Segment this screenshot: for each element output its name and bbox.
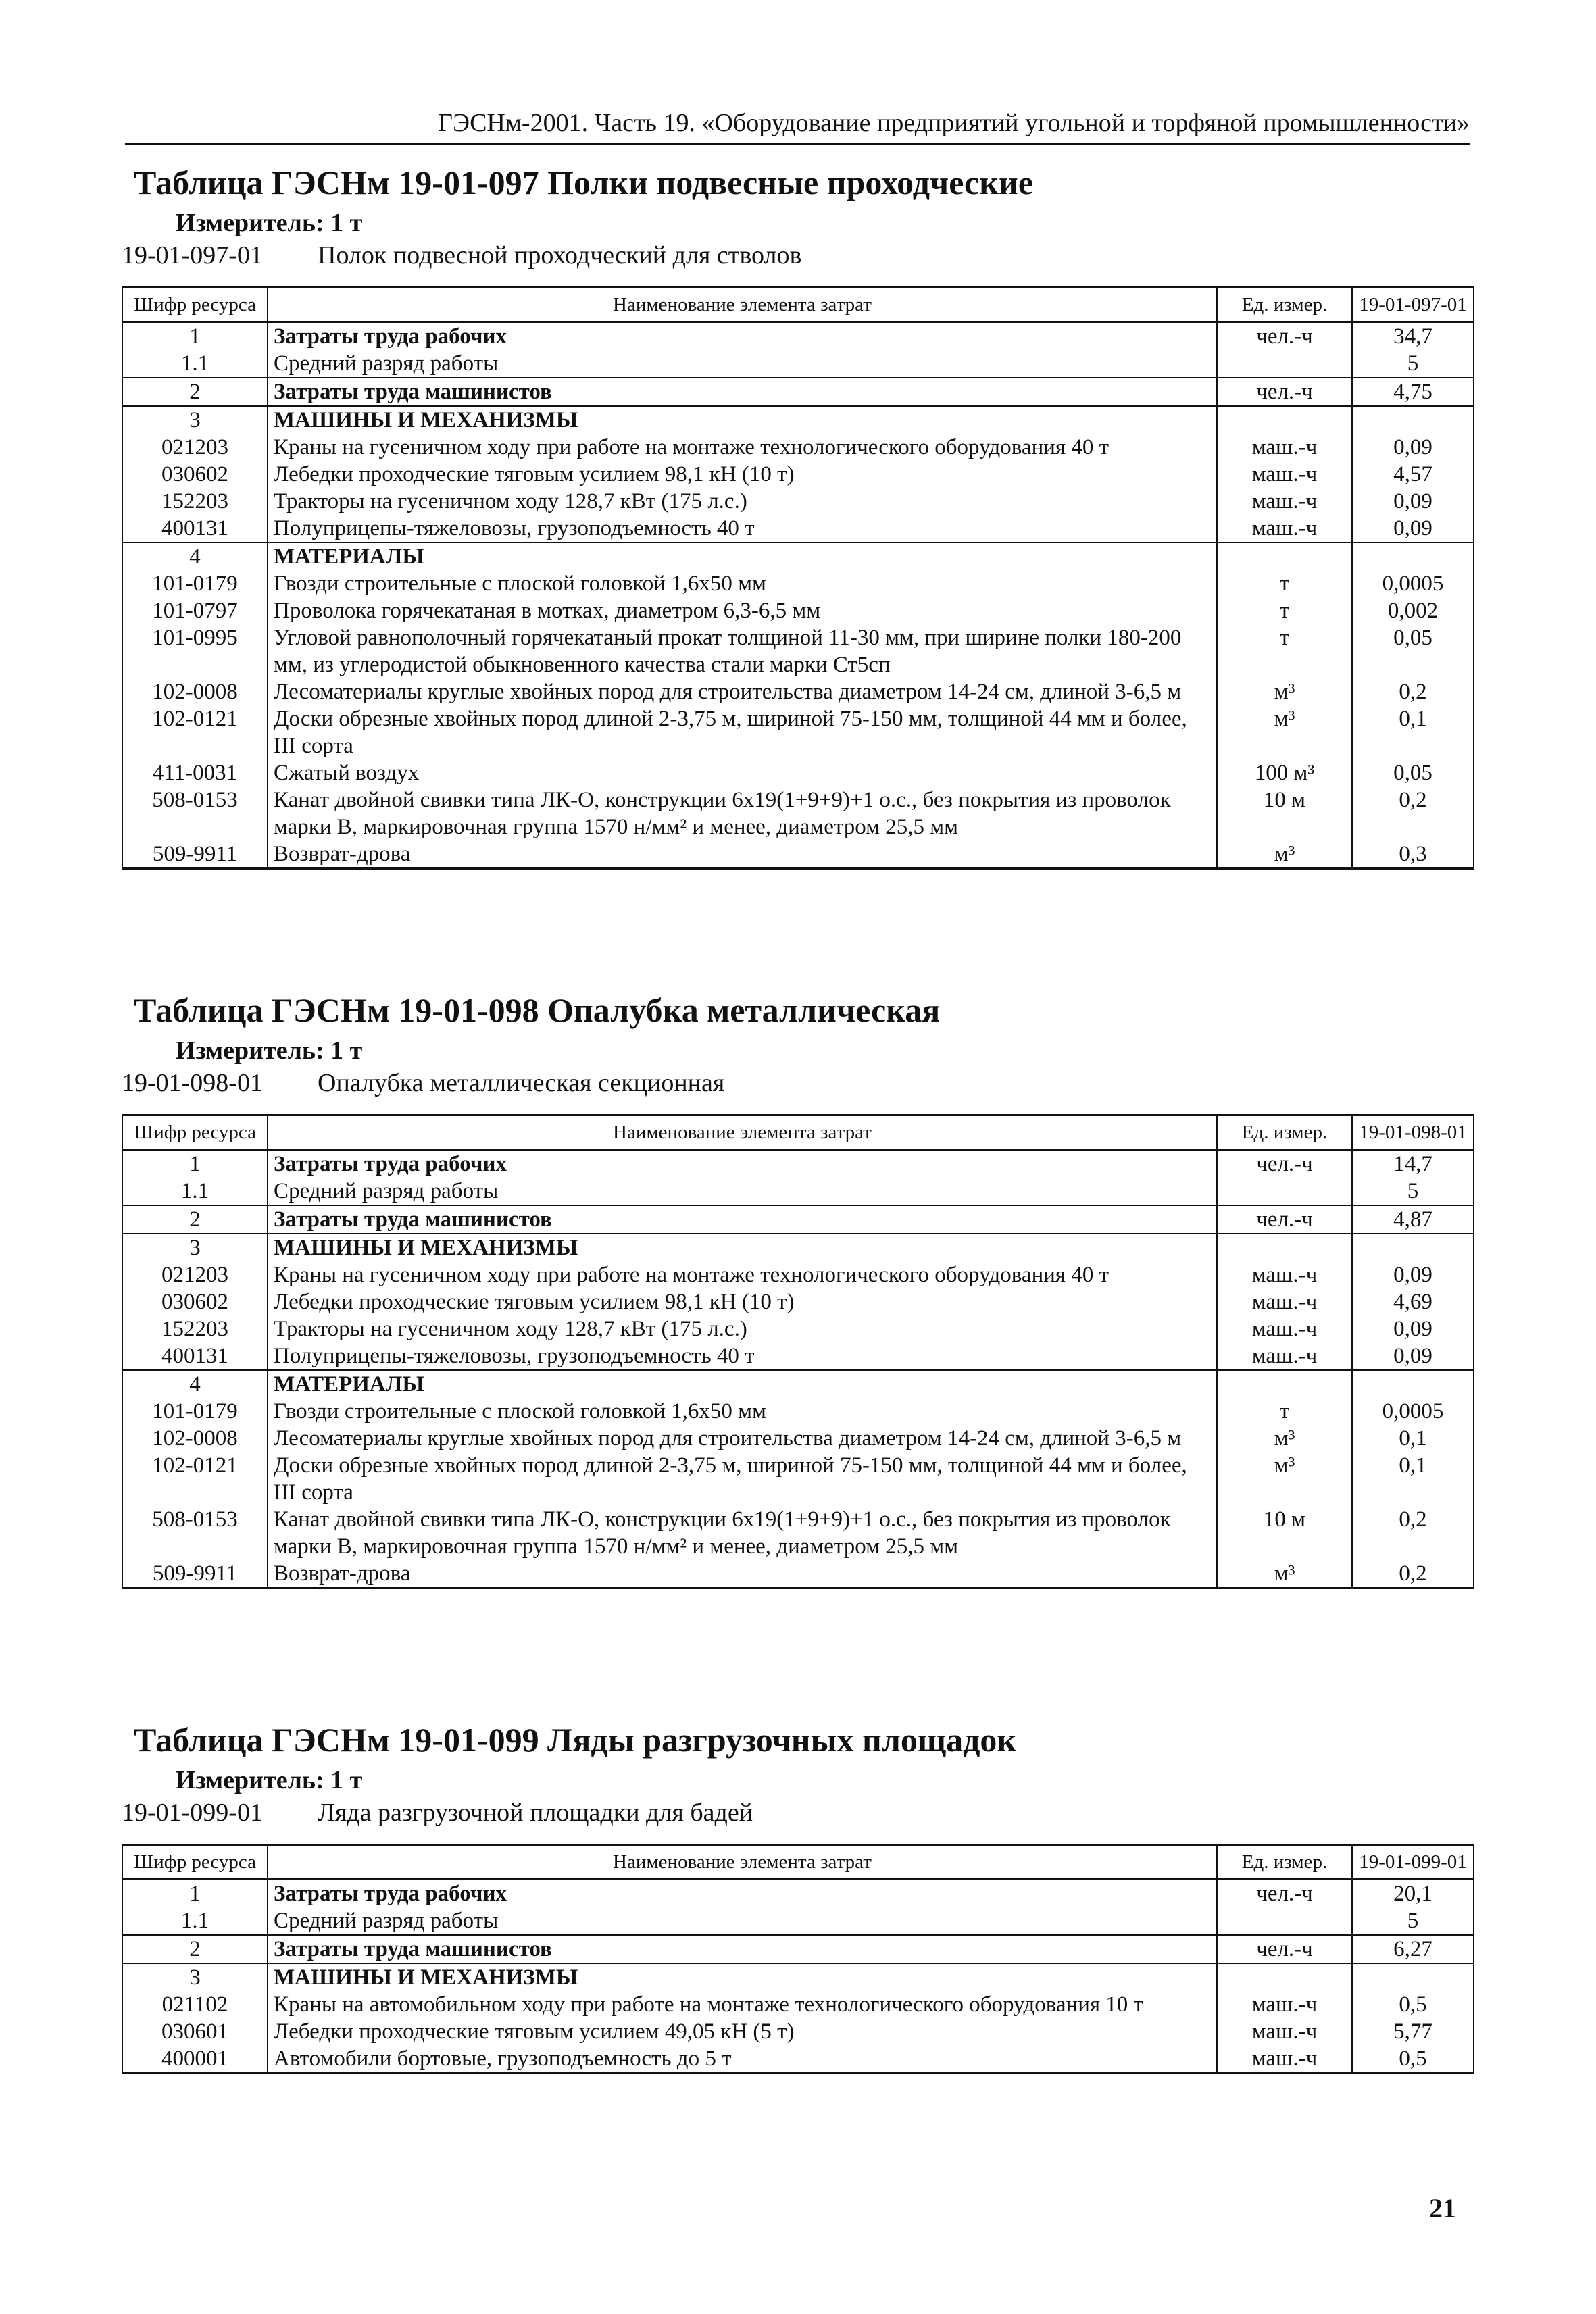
col-header-unit: Ед. измер. [1217, 1115, 1352, 1150]
unit-cell: т [1217, 570, 1352, 597]
resource-name-cell: Лебедки проходческие тяговым усилием 98,1 кН (10 т) [268, 1288, 1217, 1315]
norm-value-cell: 0,2 [1352, 1560, 1474, 1588]
unit-cell: т [1217, 624, 1352, 678]
resource-code-cell: 101-0995 [122, 624, 268, 678]
norm-value-cell: 0,002 [1352, 597, 1474, 624]
resource-name-cell: Средний разряд работы [268, 1907, 1217, 1935]
unit-cell: м³ [1217, 840, 1352, 869]
table-row [122, 570, 1474, 597]
col-header-code: Шифр ресурса [122, 1115, 268, 1150]
resource-code-cell: 021102 [122, 1991, 268, 2018]
table-row [122, 1506, 1474, 1560]
unit-cell [1217, 1234, 1352, 1261]
resource-name-cell: Полуприцепы-тяжеловозы, грузоподъемность 40 т [268, 1342, 1217, 1370]
unit-cell [1217, 1963, 1352, 1991]
unit-cell: маш.-ч [1217, 434, 1352, 461]
resource-code-cell: 4 [122, 1370, 268, 1398]
table-row [122, 1880, 1474, 1908]
table-row [122, 1178, 1474, 1205]
norm-value-cell: 0,09 [1352, 1315, 1474, 1342]
resource-code-cell: 2 [122, 1205, 268, 1234]
norm-value-cell: 0,09 [1352, 1342, 1474, 1370]
unit-cell [1217, 1178, 1352, 1205]
unit-cell: м³ [1217, 678, 1352, 705]
resource-code-cell: 1 [122, 322, 268, 351]
table-row [122, 1261, 1474, 1288]
norm-value-cell: 6,27 [1352, 1935, 1474, 1963]
unit-cell: маш.-ч [1217, 461, 1352, 488]
norm-value-cell: 0,05 [1352, 759, 1474, 786]
unit-cell: чел.-ч [1217, 1150, 1352, 1178]
norm-value-cell [1352, 543, 1474, 570]
col-header-value: 19-01-099-01 [1352, 1845, 1474, 1880]
running-header: ГЭСНм-2001. Часть 19. «Оборудование предприятий угольной и торфяной промышленности» [438, 109, 1470, 137]
resource-code-cell: 2 [122, 378, 268, 406]
table-row [122, 2045, 1474, 2073]
resource-code-cell: 102-0008 [122, 1425, 268, 1452]
norm-value-cell: 0,09 [1352, 488, 1474, 515]
norm-subtitle [122, 1796, 1473, 1829]
table-row [122, 488, 1474, 515]
resource-name-cell: Затраты труда машинистов [268, 378, 1217, 406]
resource-name-cell: МАТЕРИАЛЫ [268, 543, 1217, 570]
col-header-code: Шифр ресурса [122, 288, 268, 322]
norm-value-cell: 0,2 [1352, 678, 1474, 705]
norm-value-cell: 0,2 [1352, 786, 1474, 840]
resource-name-cell: Канат двойной свивки типа ЛК-О, конструкции 6х19(1+9+9)+1 о.с., без покрытия из проволок марки В, маркировочная группа 1570 н/мм² и менее, диаметром 25,5 мм [268, 1506, 1217, 1560]
resource-name-cell: Краны на автомобильном ходу при работе на монтаже технологического оборудования 10 т [268, 1991, 1217, 2018]
norm-value-cell: 4,87 [1352, 1205, 1474, 1234]
unit-cell [1217, 1907, 1352, 1935]
resource-code-cell: 3 [122, 1963, 268, 1991]
resource-code-cell: 3 [122, 406, 268, 434]
resource-name-cell: МАШИНЫ И МЕХАНИЗМЫ [268, 406, 1217, 434]
resource-name-cell: Канат двойной свивки типа ЛК-О, конструкции 6х19(1+9+9)+1 о.с., без покрытия из проволок марки В, маркировочная группа 1570 н/мм² и менее, диаметром 25,5 мм [268, 786, 1217, 840]
resource-code-cell: 030602 [122, 1288, 268, 1315]
table-title: Таблица ГЭСНм 19-01-098 Опалубка металлическая [134, 991, 941, 1029]
table-row [122, 1234, 1474, 1261]
resource-code-cell: 411-0031 [122, 759, 268, 786]
table-row [122, 1963, 1474, 1991]
unit-cell: маш.-ч [1217, 1991, 1352, 2018]
col-header-name: Наименование элемента затрат [268, 1845, 1217, 1880]
resource-code-cell: 400001 [122, 2045, 268, 2073]
col-header-unit: Ед. измер. [1217, 288, 1352, 322]
unit-cell: т [1217, 1398, 1352, 1425]
resource-code-cell: 1.1 [122, 1907, 268, 1935]
norm-value-cell: 5,77 [1352, 2018, 1474, 2045]
norm-value-cell: 5 [1352, 1907, 1474, 1935]
table-row [122, 2018, 1474, 2045]
table-row [122, 1342, 1474, 1370]
table-row [122, 1991, 1474, 2018]
col-header-code: Шифр ресурса [122, 1845, 268, 1880]
resource-name-cell: Полуприцепы-тяжеловозы, грузоподъемность 40 т [268, 515, 1217, 543]
unit-cell: маш.-ч [1217, 1342, 1352, 1370]
unit-cell [1217, 543, 1352, 570]
unit-cell: маш.-ч [1217, 1261, 1352, 1288]
table-row [122, 378, 1474, 406]
norm-value-cell: 0,2 [1352, 1506, 1474, 1560]
unit-cell [1217, 406, 1352, 434]
norm-value-cell: 0,5 [1352, 2045, 1474, 2073]
table-row [122, 678, 1474, 705]
resource-name-cell: Лебедки проходческие тяговым усилием 49,05 кН (5 т) [268, 2018, 1217, 2045]
col-header-name: Наименование элемента затрат [268, 1115, 1217, 1150]
measure-unit: Измеритель: 1 т [176, 1766, 363, 1794]
resource-name-cell: МАШИНЫ И МЕХАНИЗМЫ [268, 1234, 1217, 1261]
resource-name-cell: Доски обрезные хвойных пород длиной 2-3,75 м, шириной 75-150 мм, толщиной 44 мм и более, III сорта [268, 1452, 1217, 1506]
table-row [122, 705, 1474, 759]
norm-value-cell: 0,1 [1352, 705, 1474, 759]
norm-value-cell: 5 [1352, 1178, 1474, 1205]
unit-cell: чел.-ч [1217, 1880, 1352, 1908]
norm-value-cell: 0,09 [1352, 1261, 1474, 1288]
norm-table-section [122, 1719, 1473, 2074]
table-row [122, 759, 1474, 786]
table-row [122, 1907, 1474, 1935]
unit-cell [1217, 350, 1352, 378]
norm-table-section [122, 990, 1473, 1589]
norm-value-cell: 0,1 [1352, 1425, 1474, 1452]
resource-code-cell: 021203 [122, 434, 268, 461]
col-header-value: 19-01-097-01 [1352, 288, 1474, 322]
resource-code-cell: 4 [122, 543, 268, 570]
resource-table [122, 1114, 1474, 1589]
unit-cell: маш.-ч [1217, 1315, 1352, 1342]
unit-cell: 100 м³ [1217, 759, 1352, 786]
resource-name-cell: Затраты труда рабочих [268, 1880, 1217, 1908]
resource-code-cell: 400131 [122, 1342, 268, 1370]
norm-value-cell: 0,1 [1352, 1452, 1474, 1506]
unit-cell: маш.-ч [1217, 1288, 1352, 1315]
norm-value-cell: 0,0005 [1352, 570, 1474, 597]
resource-code-cell: 030602 [122, 461, 268, 488]
norm-name: Полок подвесной проходческий для стволов [318, 241, 802, 270]
resource-name-cell: Затраты труда рабочих [268, 1150, 1217, 1178]
resource-code-cell: 030601 [122, 2018, 268, 2045]
resource-name-cell: Лебедки проходческие тяговым усилием 98,1 кН (10 т) [268, 461, 1217, 488]
table-row [122, 1560, 1474, 1588]
table-title: Таблица ГЭСНм 19-01-099 Ляды разгрузочных площадок [134, 1721, 1017, 1759]
unit-cell: 10 м [1217, 786, 1352, 840]
table-row [122, 1935, 1474, 1963]
table-row [122, 1150, 1474, 1178]
norm-table-section [122, 162, 1473, 870]
resource-code-cell: 102-0121 [122, 705, 268, 759]
norm-value-cell: 4,69 [1352, 1288, 1474, 1315]
resource-name-cell: МАШИНЫ И МЕХАНИЗМЫ [268, 1963, 1217, 1991]
unit-cell: маш.-ч [1217, 2045, 1352, 2073]
unit-cell [1217, 1370, 1352, 1398]
resource-code-cell: 101-0797 [122, 597, 268, 624]
resource-code-cell: 1.1 [122, 350, 268, 378]
norm-value-cell: 0,0005 [1352, 1398, 1474, 1425]
norm-value-cell: 14,7 [1352, 1150, 1474, 1178]
resource-name-cell: Тракторы на гусеничном ходу 128,7 кВт (175 л.с.) [268, 488, 1217, 515]
resource-name-cell: Сжатый воздух [268, 759, 1217, 786]
norm-value-cell: 20,1 [1352, 1880, 1474, 1908]
norm-code: 19-01-099-01 [122, 1799, 263, 1827]
table-row [122, 543, 1474, 570]
table-row [122, 434, 1474, 461]
resource-code-cell: 508-0153 [122, 786, 268, 840]
table-row [122, 597, 1474, 624]
unit-cell: чел.-ч [1217, 1935, 1352, 1963]
unit-cell: м³ [1217, 1560, 1352, 1588]
table-row [122, 786, 1474, 840]
col-header-name: Наименование элемента затрат [268, 288, 1217, 322]
measure-unit: Измеритель: 1 т [176, 209, 363, 237]
norm-value-cell: 0,09 [1352, 515, 1474, 543]
norm-value-cell [1352, 1963, 1474, 1991]
resource-code-cell: 152203 [122, 488, 268, 515]
resource-name-cell: Доски обрезные хвойных пород длиной 2-3,75 м, шириной 75-150 мм, толщиной 44 мм и более, III сорта [268, 705, 1217, 759]
resource-code-cell: 2 [122, 1935, 268, 1963]
table-row [122, 1288, 1474, 1315]
unit-cell: маш.-ч [1217, 488, 1352, 515]
resource-name-cell: Угловой равнополочный горячекатаный прокат толщиной 11-30 мм, при ширине полки 180-200 мм, из углеродистой обыкновенного качества стали марки Ст5сп [268, 624, 1217, 678]
unit-cell: чел.-ч [1217, 322, 1352, 351]
resource-code-cell: 101-0179 [122, 570, 268, 597]
norm-value-cell: 5 [1352, 350, 1474, 378]
resource-code-cell: 1 [122, 1150, 268, 1178]
table-row [122, 840, 1474, 869]
resource-name-cell: Средний разряд работы [268, 350, 1217, 378]
norm-code: 19-01-097-01 [122, 241, 263, 270]
resource-code-cell: 152203 [122, 1315, 268, 1342]
resource-name-cell: Затраты труда рабочих [268, 322, 1217, 351]
resource-code-cell: 102-0008 [122, 678, 268, 705]
norm-name: Ляда разгрузочной площадки для бадей [318, 1799, 753, 1827]
norm-value-cell [1352, 1234, 1474, 1261]
norm-value-cell [1352, 1370, 1474, 1398]
table-title: Таблица ГЭСНм 19-01-097 Полки подвесные проходческие [134, 164, 1034, 201]
header-rule [125, 143, 1470, 145]
resource-code-cell: 509-9911 [122, 840, 268, 869]
resource-name-cell: Средний разряд работы [268, 1178, 1217, 1205]
unit-cell: маш.-ч [1217, 2018, 1352, 2045]
table-row [122, 1370, 1474, 1398]
resource-code-cell: 3 [122, 1234, 268, 1261]
table-row [122, 1315, 1474, 1342]
table-row [122, 322, 1474, 351]
resource-name-cell: Затраты труда машинистов [268, 1935, 1217, 1963]
resource-name-cell: МАТЕРИАЛЫ [268, 1370, 1217, 1398]
resource-table [122, 286, 1474, 870]
resource-name-cell: Гвозди строительные с плоской головкой 1,6х50 мм [268, 570, 1217, 597]
unit-cell: чел.-ч [1217, 378, 1352, 406]
table-row [122, 406, 1474, 434]
table-row [122, 515, 1474, 543]
table-row [122, 1425, 1474, 1452]
resource-name-cell: Краны на гусеничном ходу при работе на монтаже технологического оборудования 40 т [268, 434, 1217, 461]
resource-name-cell: Возврат-дрова [268, 1560, 1217, 1588]
norm-value-cell: 0,05 [1352, 624, 1474, 678]
resource-name-cell: Возврат-дрова [268, 840, 1217, 869]
resource-code-cell: 101-0179 [122, 1398, 268, 1425]
resource-name-cell: Автомобили бортовые, грузоподъемность до 5 т [268, 2045, 1217, 2073]
unit-cell: м³ [1217, 705, 1352, 759]
unit-cell: 10 м [1217, 1506, 1352, 1560]
norm-value-cell: 0,09 [1352, 434, 1474, 461]
unit-cell: м³ [1217, 1425, 1352, 1452]
resource-code-cell: 021203 [122, 1261, 268, 1288]
norm-value-cell [1352, 406, 1474, 434]
table-row [122, 1452, 1474, 1506]
resource-table [122, 1844, 1474, 2074]
table-row [122, 1205, 1474, 1234]
resource-name-cell: Лесоматериалы круглые хвойных пород для строительства диаметром 14-24 см, длиной 3-6,5 м [268, 1425, 1217, 1452]
unit-cell: чел.-ч [1217, 1205, 1352, 1234]
norm-subtitle [122, 239, 1473, 272]
norm-name: Опалубка металлическая секционная [318, 1069, 725, 1097]
col-header-value: 19-01-098-01 [1352, 1115, 1474, 1150]
norm-value-cell: 0,5 [1352, 1991, 1474, 2018]
resource-name-cell: Краны на гусеничном ходу при работе на монтаже технологического оборудования 40 т [268, 1261, 1217, 1288]
norm-value-cell: 4,57 [1352, 461, 1474, 488]
norm-subtitle [122, 1067, 1473, 1099]
norm-code: 19-01-098-01 [122, 1069, 263, 1097]
measure-unit: Измеритель: 1 т [176, 1036, 363, 1065]
resource-name-cell: Тракторы на гусеничном ходу 128,7 кВт (175 л.с.) [268, 1315, 1217, 1342]
col-header-unit: Ед. измер. [1217, 1845, 1352, 1880]
resource-name-cell: Лесоматериалы круглые хвойных пород для строительства диаметром 14-24 см, длиной 3-6,5 м [268, 678, 1217, 705]
resource-code-cell: 400131 [122, 515, 268, 543]
page-number: 21 [1429, 2193, 1456, 2223]
resource-name-cell: Затраты труда машинистов [268, 1205, 1217, 1234]
resource-code-cell: 508-0153 [122, 1506, 268, 1560]
resource-code-cell: 1 [122, 1880, 268, 1908]
unit-cell: т [1217, 597, 1352, 624]
resource-code-cell: 509-9911 [122, 1560, 268, 1588]
unit-cell: маш.-ч [1217, 515, 1352, 543]
resource-code-cell: 1.1 [122, 1178, 268, 1205]
table-row [122, 461, 1474, 488]
resource-name-cell: Гвозди строительные с плоской головкой 1,6х50 мм [268, 1398, 1217, 1425]
resource-name-cell: Проволока горячекатаная в мотках, диаметром 6,3-6,5 мм [268, 597, 1217, 624]
unit-cell: м³ [1217, 1452, 1352, 1506]
table-row [122, 1398, 1474, 1425]
norm-value-cell: 4,75 [1352, 378, 1474, 406]
table-row [122, 350, 1474, 378]
resource-code-cell: 102-0121 [122, 1452, 268, 1506]
norm-value-cell: 34,7 [1352, 322, 1474, 351]
norm-value-cell: 0,3 [1352, 840, 1474, 869]
table-row [122, 624, 1474, 678]
